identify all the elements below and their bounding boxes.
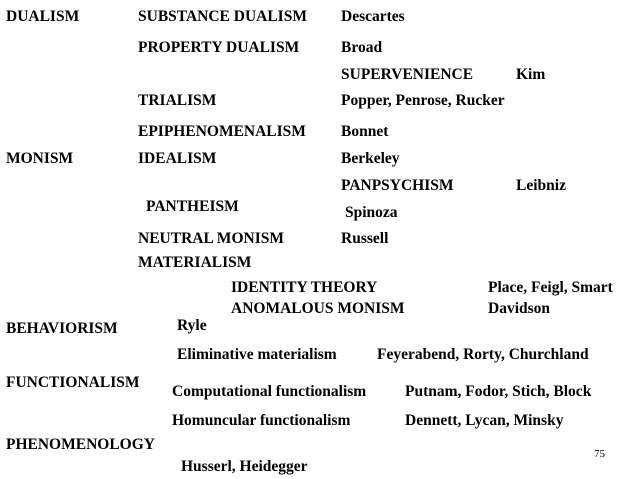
term-identity-theory: IDENTITY THEORY	[231, 279, 378, 296]
category-functionalism: FUNCTIONALISM	[6, 374, 140, 391]
thinker-broad: Broad	[341, 39, 383, 56]
term-neutral-monism: NEUTRAL MONISM	[138, 230, 284, 247]
term-computational-functionalism: Computational functionalism	[172, 383, 367, 400]
category-dualism: DUALISM	[6, 8, 80, 25]
term-epiphenomenalism: EPIPHENOMENALISM	[138, 123, 306, 140]
term-property-dualism: PROPERTY DUALISM	[138, 39, 300, 56]
thinkers-homuncular-functionalism: Dennett, Lycan, Minsky	[405, 412, 564, 429]
page-number: 75	[594, 448, 605, 460]
thinker-berkeley: Berkeley	[341, 150, 400, 167]
category-monism: MONISM	[6, 150, 74, 167]
thinkers-phenomenology: Husserl, Heidegger	[181, 458, 308, 475]
term-panpsychism: PANPSYCHISM	[341, 177, 454, 194]
term-idealism: IDEALISM	[138, 150, 217, 167]
term-substance-dualism: SUBSTANCE DUALISM	[138, 8, 307, 25]
category-behaviorism: BEHAVIORISM	[6, 320, 118, 337]
term-pantheism: PANTHEISM	[146, 198, 239, 215]
term-supervenience: SUPERVENIENCE	[341, 66, 474, 83]
term-anomalous-monism: ANOMALOUS MONISM	[231, 300, 405, 317]
thinkers-eliminative-materialism: Feyerabend, Rorty, Churchland	[377, 346, 589, 363]
thinkers-computational-functionalism: Putnam, Fodor, Stich, Block	[405, 383, 592, 400]
category-phenomenology: PHENOMENOLOGY	[6, 436, 155, 453]
term-eliminative-materialism: Eliminative materialism	[177, 346, 337, 363]
thinkers-trialism: Popper, Penrose, Rucker	[341, 92, 505, 109]
thinker-descartes: Descartes	[341, 8, 405, 25]
thinker-kim: Kim	[516, 66, 546, 83]
thinker-russell: Russell	[341, 230, 389, 247]
thinker-bonnet: Bonnet	[341, 123, 389, 140]
thinker-spinoza: Spinoza	[345, 204, 398, 221]
thinker-davidson: Davidson	[488, 300, 551, 317]
thinkers-identity-theory: Place, Feigl, Smart	[488, 279, 613, 296]
thinker-leibniz: Leibniz	[516, 177, 566, 194]
term-materialism: MATERIALISM	[138, 254, 252, 271]
thinker-ryle: Ryle	[177, 317, 207, 334]
term-trialism: TRIALISM	[138, 92, 217, 109]
term-homuncular-functionalism: Homuncular functionalism	[172, 412, 351, 429]
